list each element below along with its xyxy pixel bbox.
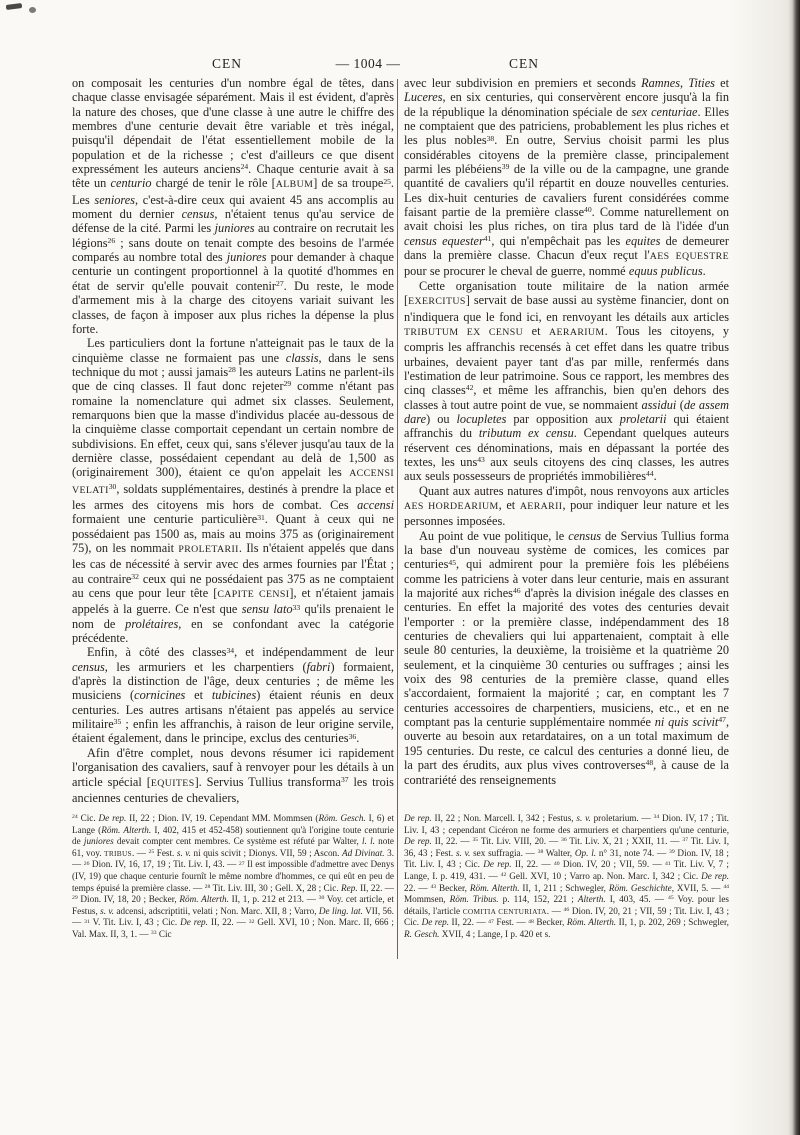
paragraph: Enfin, à côté des classes$^{34}$, et indépendamment de leur census, les armuriers et les charpentiers (fabri) formaient, d'après la distinction de l'âge, deux centuries ; de même les musiciens (cornicines et tubicines) étaient réunis en deux centuries. Les autres artisans n'étaient pas appelés au service militaire$^{35}$ ; enfin les affranchis, à raison de leur origine servile, étaient également, dans le principe, exclus des centuries$^{36}$.	[72, 645, 394, 746]
paragraph: Cette organisation toute militaire de la nation armée [EXERCITUS] servait de base aussi au système financier, dont on n'indiquera que le fond ici, en renvoyant les détails aux articles TRIBUTUM EX CENSU et AERARIUM. Tous les citoyens, y compris les affranchis recensés à cet effet dans les quatre tribus urbaines, devaient payer tant d'as par mille, renfermés dans l'estimation de leur patrimoine. Sous ce rapport, les membres des cinq classes$^{42}$, et même les affranchis, bien qu'en dehors des classes à tout autre point de vue, se nommaient assidui (de assem dare) ou locupletes par opposition aux proletarii qui étaient affranchis du tributum ex censu. Cependant quelques auteurs réservent ces dénominations, mais en dépassant la portée des textes, les uns$^{43}$ aux seuls citoyens des cinq classes, les autres aux seuls possesseurs de propriétés immobilières$^{44}$.	[404, 278, 729, 484]
running-title-left: CEN	[212, 56, 242, 71]
running-head	[0, 56, 800, 74]
footnotes-left-column: $^{24}$ Cic. De rep. II, 22 ; Dion. IV, 19. Cependant MM. Mommsen (Röm. Gesch. I, 6) et Lange (Röm. Alterth. I, 402, 415 et 452-458) soutiennent qu'à l'origine toute centurie de juniores devait compter cent membres. Ce système est réfuté par Walter, l. l. note 61, voy. TRIBUS. — $^{25}$ Fest. s. v. ni quis scivit ; Dionys. VII, 59 ; Ascon. Ad Divinat. 3. — $^{26}$ Dion. IV, 16, 17, 19 ; Tit. Liv. I, 43. — $^{27}$ Il est impossible d'admettre avec Denys (IV, 19) que chaque centurie fournît le même nombre d'hommes, ce qui eût en peu de temps épuisé la première classe. — $^{28}$ Tit. Liv. III, 30 ; Gell. X, 28 ; Cic. Rep. II, 22. — $^{29}$ Dion. IV, 18, 20 ; Becker, Röm. Alterth. II, 1, p. 212 et 213. — $^{30}$ Voy. cet article, et Festus, s. v. adcensi, adscriptitii, velati ; Non. Marc. XII, 8 ; Varro, De ling. lat. VII, 56. — $^{31}$ V. Tit. Liv. I, 43 ; Cic. De rep. II, 22. — $^{32}$ Gell. XVI, 10 ; Non. Marc. II, 666 ; Val. Max. II, 3, 1. — $^{33}$ Cic	[72, 813, 394, 939]
left-column	[72, 76, 394, 812]
paragraph: on composait les centuries d'un nombre égal de têtes, dans chaque classe envisagée séparément. Mais il est évident, d'après la nature des choses, que d'une classe à une autre le chiffre des membres d'une centurie devait être variable et très inégal, puisqu'il dépendait de l'état essentiellement mobile de la population et de la richesse ; c'est d'ailleurs ce que disent expressément les auteurs anciens$^{24}$. Chaque centurie avait à sa tête un centurio chargé de tenir le rôle [ALBUM] de sa troupe$^{25}$. Les seniores, c'est-à-dire ceux qui avaient 45 ans accomplis au moment du dernier census, n'étaient tenus qu'au service de défense de la cité. Parmi les juniores au contraire on recrutait les légions$^{26}$ ; sans doute on tenait compte des besoins de l'armée comparés au nombre total des juniores pour demander à chaque centurie un contingent proportionnel à la quotité d'hommes en état de servir qu'elle pouvait contenir$^{27}$. Du reste, le mode d'armement mis à la charge des citoyens variait suivant les classes, de façon à imposer aux plus riches la dépense la plus forte.	[72, 76, 394, 336]
paragraph: Les particuliers dont la fortune n'atteignait pas le taux de la cinquième classe ne formaient pas une classis, dans le sens technique du mot ; aussi jamais$^{28}$ les auteurs Latins ne parlent-ils que de cinq classes. Il faut donc rejeter$^{29}$ comme n'étant pas romaine la nomenclature qui admet six classes. Seulement, remarquons bien que la masse d'individus placée au-dessous de la cinquième classe comportait cependant un certain nombre de subdivisions. En effet, ceux qui, sans s'élever jusqu'au taux de la dernière classe, possédaient cependant au delà de 1,500 as (originairement 300), étaient ce qu'on appelait les ACCENSI VELATI$^{30}$, soldats supplémentaires, destinés à prendre la place et les armes des citoyens mis hors de combat. Ces accensi formaient une centurie particulière$^{31}$. Quant à ceux qui ne possédaient pas 1500 as, mais au moins 375 as (originairement 75), on les nommait PROLETARII. Ils n'étaient appelés que dans les cas de nécessité à servir avec des armes fournies par l'État ; au contraire$^{32}$ ceux qui ne possédaient pas 375 as ne comptaient au cens que pour leur tête [CAPITE CENSI], et n'étaient jamais appelés à la guerre. Ce n'est que sensu lato$^{33}$ qu'ils prenaient le nom de prolétaires, en se confondant avec la catégorie précédente.	[72, 336, 394, 646]
footnotes-section	[72, 813, 729, 971]
paragraph: Quant aux autres natures d'impôt, nous renvoyons aux articles AES HORDEARIUM, et AERARII, pour indiquer leur nature et les personnes imposées.	[404, 483, 729, 529]
scan-speck	[29, 7, 36, 13]
running-title-right: CEN	[509, 56, 539, 71]
right-column	[404, 76, 729, 812]
article-body	[72, 76, 729, 812]
scan-speck	[6, 3, 22, 10]
scan-edge-shadow	[788, 0, 800, 1135]
footnotes-right-column: De rep. II, 22 ; Non. Marcell. I, 342 ; Festus, s. v. proletarium. — $^{34}$ Dion. IV, 17 ; Tit. Liv. I, 43 ; cependant Cicéron ne forme des armuriers et charpentiers qu'une centurie, De rep. II, 22. — $^{35}$ Tit. Liv. VIII, 20. — $^{36}$ Tit. Liv. X, 21 ; XXII, 11. — $^{37}$ Tit. Liv. I, 36, 43 ; Fest. s. v. sex suffragia. — $^{38}$ Walter, Op. l. n° 31, note 74. — $^{39}$ Dion. IV, 18 ; Tit. Liv. I, 43 ; Cic. De rep. II, 22. — $^{40}$ Dion. IV, 20 ; VII, 59. — $^{41}$ Tit. Liv. V, 7 ; Lange, I. p. 419, 431. — $^{42}$ Gell. XVI, 10 ; Varro ap. Non. Marc. I, 342 ; Cic. De rep. 22. — $^{43}$ Becker, Röm. Alterth. II, 1, 211 ; Schwegler, Röm. Geschichte, XVII, 5. — $^{44}$ Mommsen, Röm. Tribus. p. 114, 152, 221 ; Alterth. I, 403, 45. — $^{45}$ Voy. pour les détails, l'article COMITIA CENTURIATA. — $^{46}$ Dion. IV, 20, 21 ; VII, 59 ; Tit. Liv. I, 43 ; Cic. De rep. II, 22. — $^{47}$ Fest. — $^{48}$ Becker, Röm. Alterth. II, 1, p. 202, 269 ; Schwegler, R. Gesch. XVII, 4 ; Lange, I p. 420 et s.	[404, 813, 729, 939]
paragraph: Afin d'être complet, nous devons résumer ici rapidement l'organisation des cavaliers, sauf à renvoyer pour les détails à un article spécial [EQUITES]. Servius Tullius transforma$^{37}$ les trois anciennes centuries de chevaliers,	[72, 745, 394, 805]
paragraph: avec leur subdivision en premiers et seconds Ramnes, Tities et Luceres, en six centuries, qui conservèrent encore jusqu'à la fin de la république la dénomination spéciale de sex centuriae. Elles ne comptaient que des patriciens, probablement les plus riches et les plus nobles$^{38}$. En outre, Servius choisit parmi les plus considérables citoyens de la première classe, principalement parmi les plébéiens$^{39}$ de la ville ou de la campagne, une grande quantité de cavaliers qu'il répartit en douze nouvelles centuries. Les dix-huit centuries de cavaliers furent considérées comme faisant partie de la première classe$^{40}$. Comme naturellement on avait choisi les plus riches, on tira plus tard de là l'idée d'un census equester$^{41}$, qui n'empêchait pas les equites de demeurer dans la première classe. Chacun d'eux reçut l'AES EQUESTRE pour se procurer le cheval de guerre, nommé equus publicus.	[404, 76, 729, 279]
paragraph: Au point de vue politique, le census de Servius Tullius forma la base d'un nouveau système de comices, les comices par centuries$^{45}$, qui admirent pour la première fois les plébéiens comme les patriciens à voter dans leur centurie, mais en assurant la majorité aux riches$^{46}$ d'après la division inégale des classes en centuries. En effet la majorité des votes des centuries devait l'emporter : or la première classe, indépendamment des 18 centuries de chevaliers qui lui appartenaient, comptait à elle seule 80 centuries, la deuxième, la troisième et la quatrième 20 seulement, et la cinquième 30 centuries ou suffrages ; ainsi les voix des 98 centuries de la première classe, quand elles s'accordaient, formaient la majorité ; car, en comptant les 7 centuries accessoires de charpentiers, musiciens, etc., et en ne comptant pas la centurie supplémentaire nommée ni quis scivit$^{47}$, ouverte au besoin aux retardataires, on a un total maximum de 195 centuries. Du reste, ce calcul des centuries a donné lieu, de la part des érudits, aux plus vives controverses$^{48}$, à cause de la contrariété des renseignements	[404, 528, 729, 787]
page-number: — 1004 —	[335, 56, 401, 71]
